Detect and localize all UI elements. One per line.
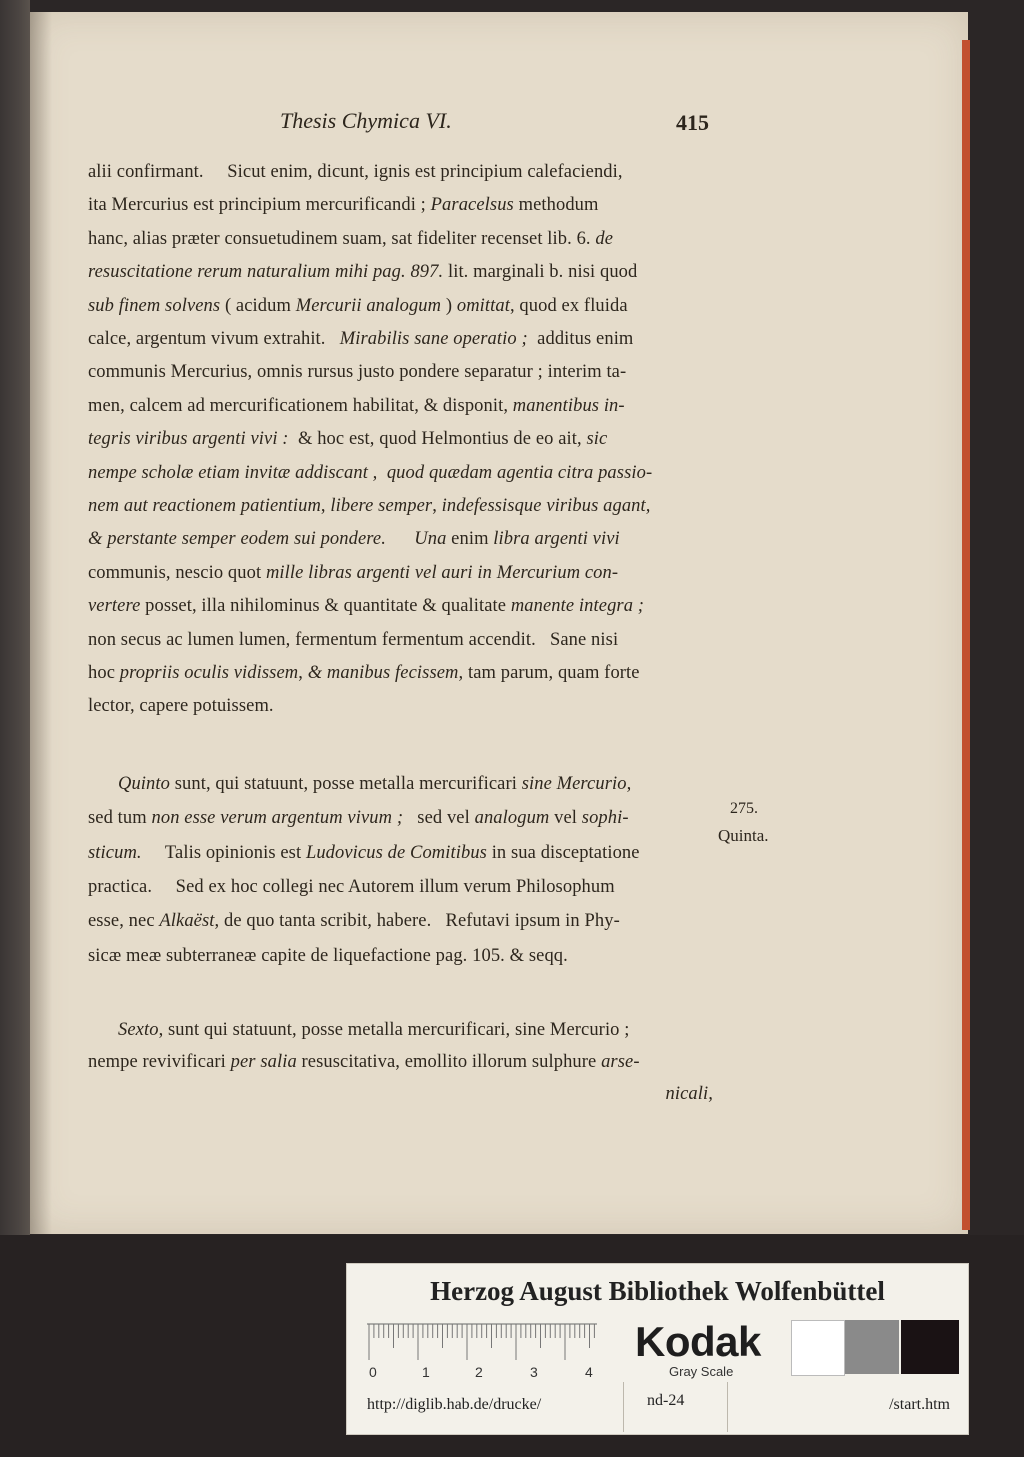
roman-text: , quod ex fluida (509, 295, 628, 316)
text-line (88, 843, 738, 864)
italic-text: omittat (456, 295, 510, 316)
library-title: Herzog August Bibliothek Wolfenbüttel (430, 1276, 885, 1306)
roman-text: ( acidum (220, 295, 296, 316)
italic-text: indefessisque viribus agant, (441, 496, 651, 516)
roman-text: , sunt qui statuunt, posse metalla mercurificari, sine Mercurio ; (158, 1020, 630, 1040)
text-line (88, 563, 738, 584)
text-line (88, 946, 738, 967)
italic-text: sic (586, 429, 608, 450)
italic-text: Ludovicus de Comitibus (305, 842, 487, 863)
kodak-logo: Kodak (635, 1318, 761, 1365)
page-gutter-shadow (30, 12, 52, 1234)
roman-text: vel (549, 808, 582, 829)
roman-text: posset, illa nihilominus & quantitate & qualitate (140, 596, 511, 617)
label-divider (727, 1382, 728, 1432)
italic-text: sticum. (88, 842, 142, 863)
running-head: Thesis Chymica VI. (280, 108, 452, 133)
italic-text: Mercurii analogum (295, 295, 442, 316)
italic-text: sophi- (581, 808, 629, 829)
roman-text: methodum (513, 195, 599, 216)
library-label (346, 1263, 969, 1435)
text-line (118, 774, 768, 795)
italic-text: sub finem solvens (88, 295, 221, 316)
label-code: nd-24 (647, 1392, 685, 1409)
roman-text: , de quo tanta scribit, habere. Refutavi ipsum in Phy- (214, 911, 620, 932)
roman-text: practica. Sed ex hoc collegi nec Autorem illum verum Philosophum (88, 876, 615, 897)
ruler-number: 4 (585, 1364, 593, 1380)
roman-text: non secus ac lumen lumen, fermentum fermentum accendit. Sane nisi (88, 629, 619, 650)
gray-swatch-white (791, 1320, 845, 1376)
roman-text: & hoc est, quod Helmontius de eo ait, (288, 429, 587, 450)
roman-text: ) (441, 295, 457, 316)
text-line (88, 396, 738, 417)
text-line (88, 808, 738, 829)
italic-text: vertere (88, 596, 141, 617)
text-line (88, 162, 738, 183)
text-line (88, 195, 738, 216)
ruler-number: 3 (530, 1364, 538, 1380)
italic-text: nempe scholæ etiam invitæ addiscant , quod quædam agentia citra passio- (88, 462, 653, 483)
ruler-number: 0 (369, 1364, 377, 1380)
text-line (88, 663, 738, 684)
italic-text: Una (385, 529, 447, 550)
ruler-icon (367, 1322, 597, 1360)
italic-text: resuscitatione rerum naturalium mihi pag. 897. (88, 262, 444, 283)
roman-text: tam parum, quam forte (463, 663, 640, 683)
text-line (88, 596, 738, 617)
margin-note-label: Quinta. (718, 826, 769, 845)
roman-text: sunt, qui statuunt, posse metalla mercurificari (170, 774, 522, 794)
italic-text: manente integra ; (510, 596, 645, 617)
roman-text: resuscitativa, emollito illorum sulphure (296, 1052, 602, 1072)
italic-text: Mirabilis sane operatio ; (339, 329, 528, 349)
gray-scale-label: Gray Scale (669, 1364, 734, 1379)
italic-text: nem aut reactionem patientium (88, 496, 321, 516)
text-line (88, 877, 738, 898)
roman-text: hanc, alias præter consuetudinem suam, sat fideliter recenset lib. 6. (88, 228, 596, 249)
italic-text: Alkaëst (159, 911, 215, 932)
italic-text: de (595, 228, 614, 249)
roman-text: lector, capere potuissem. (88, 696, 274, 717)
margin-note-number: 275. (730, 800, 758, 817)
text-line (88, 296, 738, 317)
roman-text: lit. marginali b. nisi quod (443, 262, 638, 283)
roman-text: , (298, 663, 308, 683)
italic-text: non esse verum argentum vivum ; (151, 808, 404, 829)
italic-text: sine Mercurio, (521, 774, 632, 794)
text-line (88, 362, 738, 383)
page-number: 415 (676, 110, 709, 135)
text-line (88, 630, 738, 651)
text-line (88, 329, 738, 350)
roman-text: calce, argentum vivum extrahit. (88, 329, 340, 349)
roman-text: additus enim (527, 329, 634, 349)
label-divider (623, 1382, 624, 1432)
italic-text: & manibus fecissem, (307, 663, 464, 683)
gray-swatch-mid (845, 1320, 899, 1374)
italic-text: mille libras argenti vel auri in Mercurium con- (265, 562, 619, 583)
italic-text: & perstante semper eodem sui pondere. (88, 529, 386, 550)
text-line (88, 529, 738, 550)
roman-text: sed tum (88, 808, 152, 829)
text-line (88, 262, 738, 283)
roman-text: nempe revivificari (88, 1052, 231, 1072)
italic-text: tegris viribus argenti vivi : (88, 429, 289, 450)
italic-text: Sexto (118, 1020, 159, 1040)
text-line (118, 1020, 768, 1041)
roman-text: sicæ meæ subterraneæ capite de liquefactione pag. 105. & seqq. (88, 945, 568, 966)
roman-text: hoc (88, 663, 120, 683)
roman-text: in sua disceptatione (486, 842, 640, 863)
text-line (88, 229, 738, 250)
ruler-number: 1 (422, 1364, 430, 1380)
roman-text: Talis opinionis est (141, 842, 306, 863)
roman-text: sed vel (403, 808, 475, 829)
italic-text: analogum (474, 808, 550, 829)
roman-text: ita Mercurius est principium mercurificandi ; (88, 195, 431, 216)
text-line (88, 911, 738, 932)
ruler-number: 2 (475, 1364, 483, 1380)
roman-text: enim (446, 529, 494, 550)
roman-text: , (432, 496, 442, 516)
text-line (88, 496, 738, 517)
roman-text: alii confirmant. Sicut enim, dicunt, ignis est principium calefaciendi, (88, 162, 623, 182)
text-line (88, 696, 738, 717)
roman-text: , (320, 496, 331, 516)
label-url: http://diglib.hab.de/drucke/ (367, 1396, 542, 1413)
text-line (88, 463, 738, 484)
label-start: /start.htm (889, 1396, 950, 1413)
gray-swatch-black (901, 1320, 959, 1374)
roman-text: men, calcem ad mercurificationem habilitat, & disponit, (88, 395, 513, 416)
italic-text: propriis oculis vidissem (119, 663, 299, 683)
page-edge (962, 40, 970, 1230)
italic-text: Paracelsus (430, 195, 514, 216)
italic-text: Quinto (118, 774, 170, 794)
text-line (88, 1052, 738, 1073)
roman-text: esse, nec (88, 911, 160, 932)
roman-text: communis, nescio quot (88, 562, 266, 583)
italic-text: manentibus in- (512, 395, 625, 416)
italic-text: libra argenti vivi (493, 529, 620, 550)
text-line (88, 429, 738, 450)
italic-text: libere semper (330, 496, 433, 516)
italic-text: arse- (601, 1052, 640, 1072)
roman-text: communis Mercurius, omnis rursus justo pondere separatur ; interim ta- (88, 362, 627, 383)
italic-text: per salia (230, 1052, 297, 1072)
catchword: nicali, (665, 1084, 713, 1104)
